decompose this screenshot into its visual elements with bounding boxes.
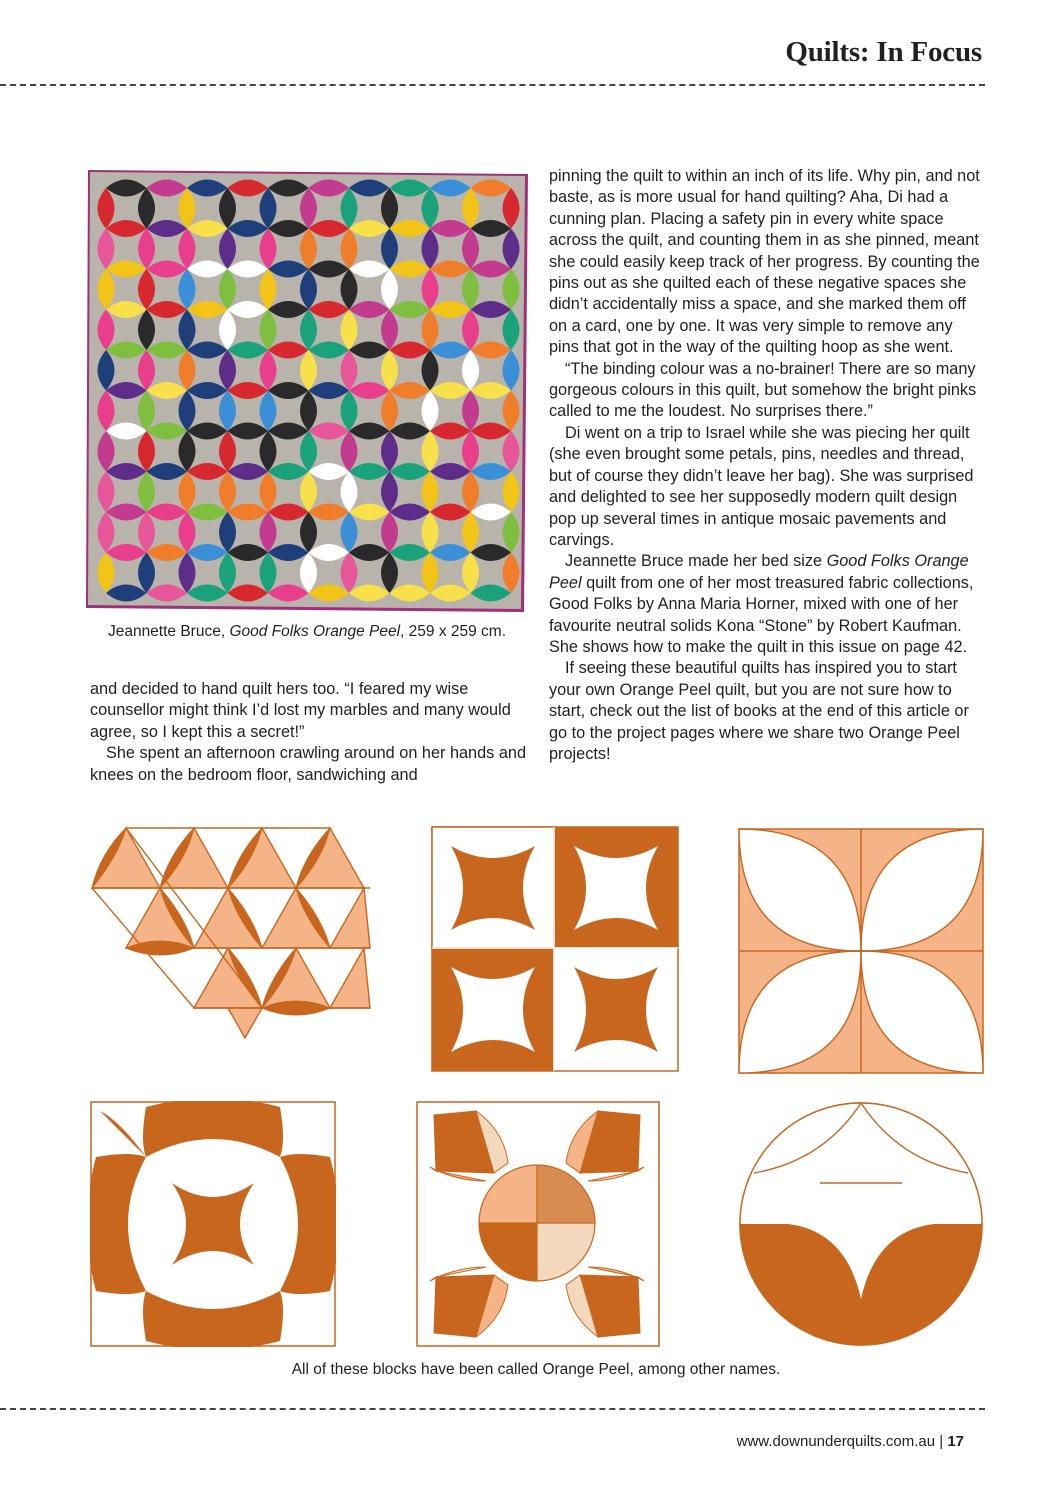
- block-circle-star-peel: [738, 1101, 984, 1347]
- footer: [737, 1433, 964, 1450]
- caption-suffix: , 259 x 259 cm.: [400, 623, 507, 640]
- quilt-photo: [84, 166, 530, 614]
- photo-caption: [84, 622, 530, 642]
- paragraph: “The binding colour was a no-brainer! There are so many gorgeous colours in this quilt, but somehow the bright pinks called to me the loudest. No surprises there.”: [549, 359, 977, 421]
- block-quarter-circle-peel: [738, 828, 984, 1074]
- paragraph: Jeannette Bruce made her bed size Good Folks Orange Peel quilt from one of her most treasured fabric collections, Good Folks by Anna Maria Horner, mixed with one of her favourite neutral solids Kona “Stone” by Robert Kaufman. She shows how to make the quilt in this issue on page 42.: [549, 552, 974, 656]
- block-triangle-peel: [90, 826, 372, 1040]
- quilt-title-italic: Good Folks Orange Peel: [549, 552, 969, 592]
- paragraph: If seeing these beautiful quilts has inspired you to start your own Orange Peel quilt, but you are not sure how to start, check out the list of books at the end of this article or go to the project pages where we share two Orange Peel projects!: [549, 659, 969, 763]
- blocks-caption: All of these blocks have been called Orange Peel, among other names.: [291, 1361, 781, 1378]
- footer-url: www.downunderquilts.com.au: [736, 1433, 936, 1450]
- block-four-patch-peel: [431, 826, 679, 1072]
- header-dashed-rule: [0, 84, 985, 86]
- block-flower-peel: [416, 1101, 660, 1347]
- footer-separator: |: [939, 1433, 944, 1450]
- paragraph: She spent an afternoon crawling around on her hands and knees on the bedroom floor, sandwiching and: [90, 744, 526, 784]
- caption-quilt-title: Good Folks Orange Peel: [229, 623, 401, 640]
- caption-prefix: Jeannette Bruce,: [107, 623, 230, 640]
- paragraph: and decided to hand quilt hers too. “I feared my wise counsellor might think I’d lost my marbles and many would agree, so I kept this a secret!”: [90, 680, 511, 741]
- footer-dashed-rule: [0, 1408, 985, 1410]
- page-number: 17: [947, 1433, 964, 1450]
- left-column-text: [90, 679, 530, 786]
- block-rings-peel: [90, 1101, 336, 1347]
- paragraph: Di went on a trip to Israel while she was piecing her quilt (she even brought some petals, pins, needles and thread, but of course they didn’t leave her bag). She was surprised and delighted to see her supposedly modern quilt design pop up several times in antique mosaic pavements and carvings.: [549, 423, 974, 549]
- paragraph: pinning the quilt to within an inch of its life. Why pin, and not baste, as is more usual for hand quilting? Aha, Di had a cunning plan. Placing a safety pin in every white space across the quilt, and counting them in as she pinned, meant she could easily keep track of her progress. By counting the pins out as she quilted each of these negative spaces she didn’t accidentally miss a space, and she marked them off on a card, one by one. It was very simple to remove any pins that got in the way of the quilting hoop as she went.: [549, 167, 980, 357]
- right-column-text: [549, 166, 985, 765]
- page-header-title: Quilts: In Focus: [785, 36, 982, 68]
